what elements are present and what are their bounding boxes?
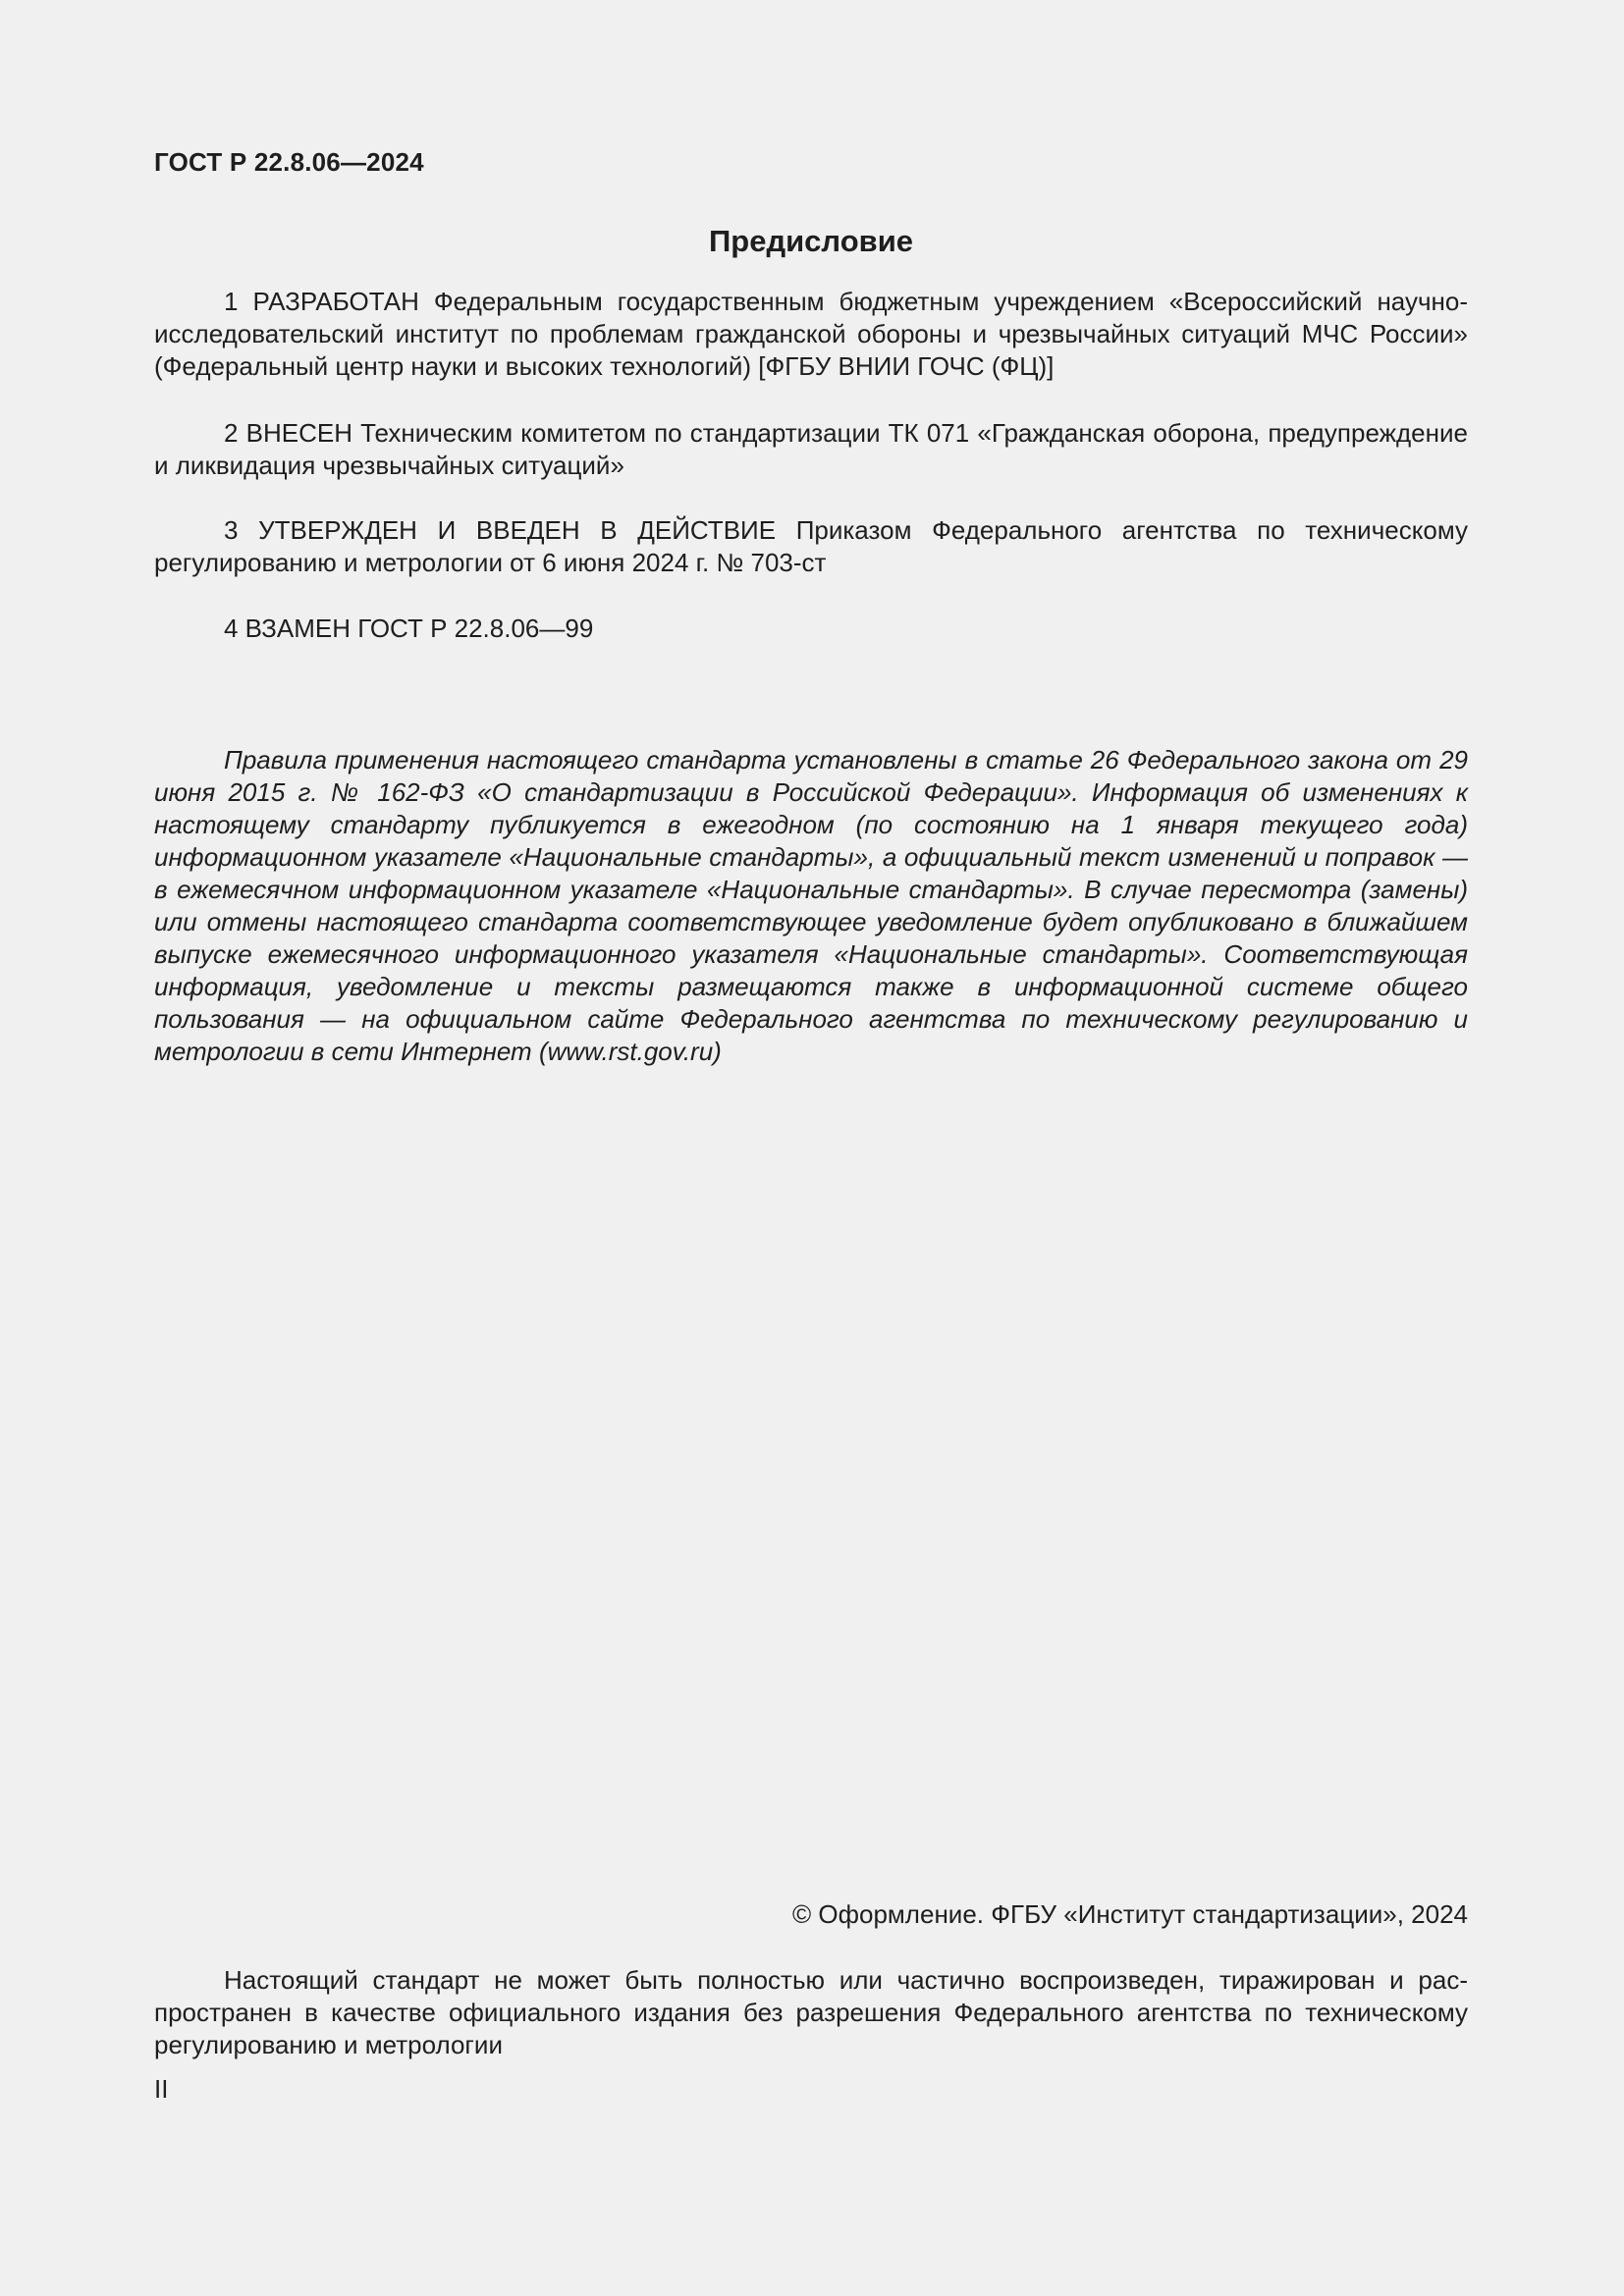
preface-item-introduced: 2 ВНЕСЕН Техническим комитетом по стандартизации ТК 071 «Гражданская оборона, предупреждение и ликвидация чрезвычайных ситуаций» [154,418,1468,480]
preface-item-replaces: 4 ВЗАМЕН ГОСТ Р 22.8.06—99 [224,614,594,643]
document-code: ГОСТ Р 22.8.06—2024 [154,147,424,177]
copyright-line: © Оформление. ФГБУ «Институт стандартизации», 2024 [792,1899,1468,1929]
preface-title: Предисловие [708,224,913,258]
reproduction-notice: Настоящий стандарт не может быть полностью или частично воспроизведен, тиражирован и распространен в качестве официального издания без разрешения Федерального агентства по техническому регулированию и метрологии [154,1965,1468,2059]
page-number: II [154,2074,169,2104]
preface-item-approved: 3 УТВЕРЖДЕН И ВВЕДЕН В ДЕЙСТВИЕ Приказом Федерального агентства по техническому регулированию и метрологии от 6 июня 2024 г. № 703-ст [154,515,1468,577]
preface-item-developed: 1 РАЗРАБОТАН Федеральным государственным бюджетным учреждением «Всероссийский научно-исследовательский институт по проблемам гражданской обороны и чрезвычайных ситуаций МЧС России» (Федеральный центр науки и высоких технологий) [ФГБУ ВНИИ ГОЧС (ФЦ)] [154,287,1468,381]
rules-notice: Правила применения настоящего стандарта установлены в статье 26 Федерального закона от 29 июня 2015 г. № 162-ФЗ «О стандартизации в Российской Федерации». Информация об изменениях к настоящему стандарту публикуется в ежегодном (по состоянию на 1 января текущего года) информационном указателе «Национальные стандарты», а официальный текст изменений и поправок — в ежемесячном информационном указателе «Национальные стандарты». В случае пересмотра (замены) или отмены настоящего стандарта соответствующее уведомление будет опубликовано в ближайшем выпуске ежемесячного информационного указателя «Национальные стандарты». Соответствующая информация, уведомление и тексты размещаются также в информационной системе общего пользования — на официальном сайте Федерального агентства по техническому регулированию и метрологии в сети Интернет (www.rst.gov.ru) [154,745,1468,1066]
